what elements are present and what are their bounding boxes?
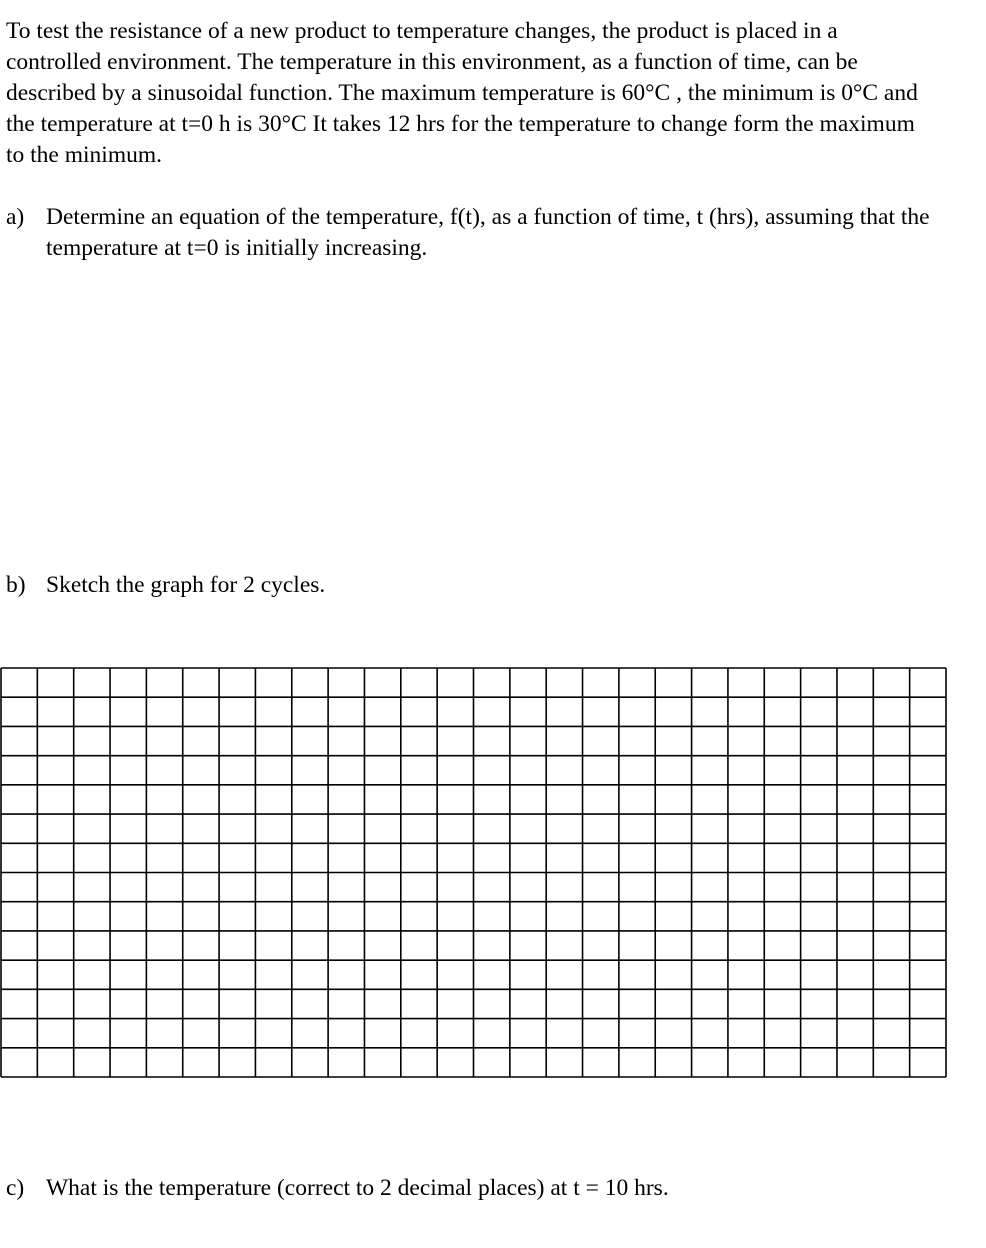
question-a-label: a) [6,204,25,230]
question-a-text [46,202,930,264]
question-c-label: c) [6,1175,25,1201]
question-b-text: Sketch the graph for 2 cycles. [46,572,326,598]
question-a-line-1: Determine an equation of the temperature, f(t), as a function of time, t (hrs), assuming that the [46,204,930,230]
problem-line-3: described by a sinusoidal function. The maximum temperature is 60°C , the minimum is 0°C and [6,80,918,106]
problem-line-4: the temperature at t=0 h is 30°C It takes 12 hrs for the temperature to change form the maximum [6,111,915,137]
question-a-line-2: temperature at t=0 is initially increasing. [46,235,428,261]
problem-statement [6,16,966,171]
question-c-text: What is the temperature (correct to 2 decimal places) at t = 10 hrs. [46,1175,669,1201]
problem-line-2: controlled environment. The temperature in this environment, as a function of time, can be [6,49,858,75]
answer-grid-svg [0,667,947,1078]
problem-line-1: To test the resistance of a new product to temperature changes, the product is placed in a [6,18,838,44]
answer-grid [0,667,947,1078]
question-b-label: b) [6,572,26,598]
problem-line-5: to the minimum. [6,142,163,168]
